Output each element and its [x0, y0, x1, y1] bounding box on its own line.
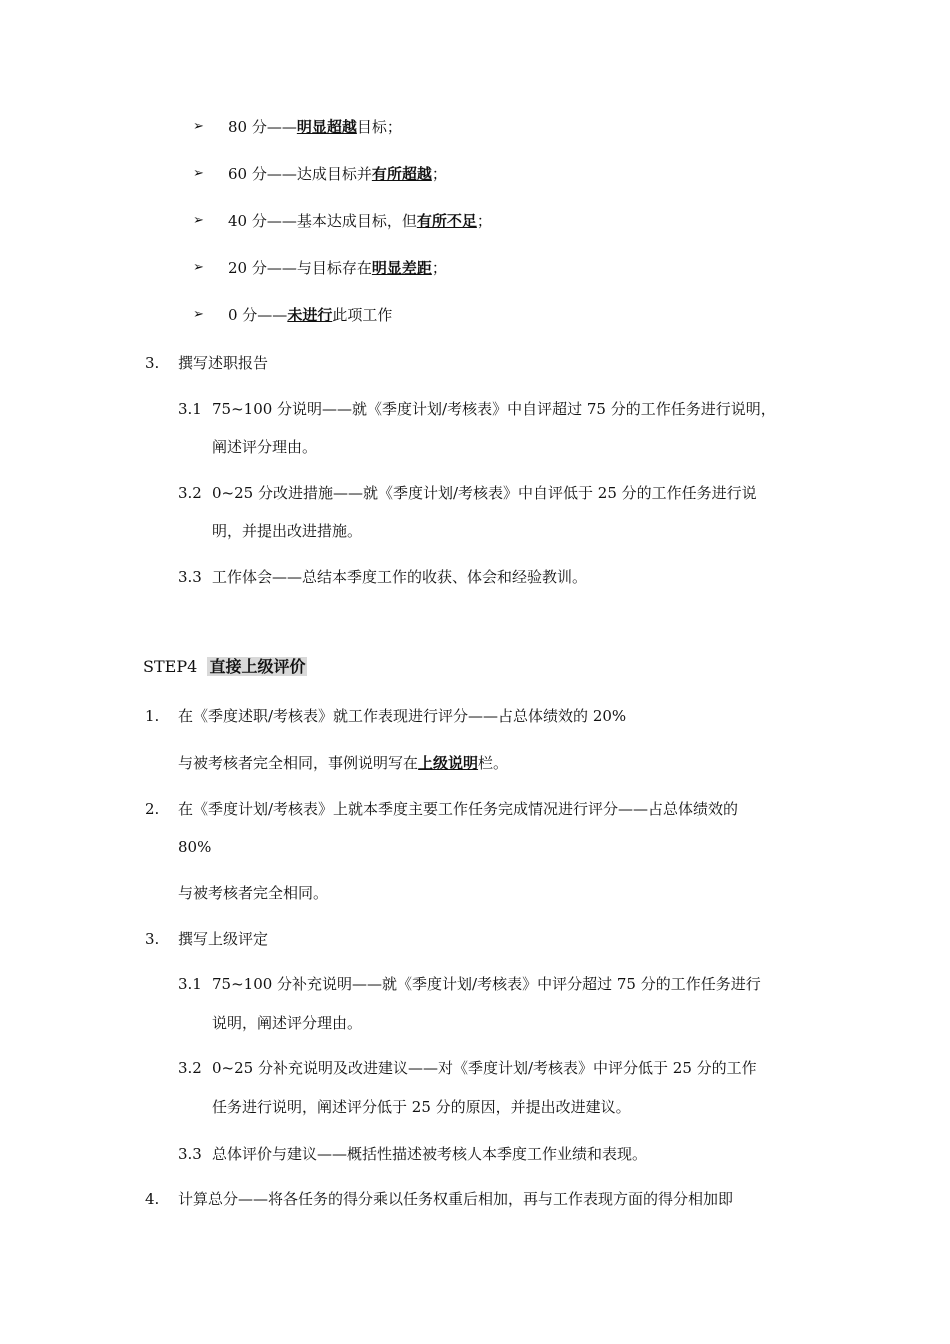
- arrow-bullet-icon: ➢: [193, 166, 204, 181]
- sub-number: 3.3: [178, 568, 202, 586]
- step-label: STEP4: [143, 657, 198, 676]
- arrow-bullet-icon: ➢: [193, 213, 204, 228]
- sub-number: 3.2: [178, 484, 202, 502]
- arrow-bullet-icon: ➢: [193, 307, 204, 322]
- sub-item-text: 总体评价与建议——概括性描述被考核人本季度工作业绩和表现。: [212, 1145, 648, 1163]
- sub-item-text: 0~25 分补充说明及改进建议——对《季度计划/考核表》中评分低于 25 分的工作: [212, 1059, 757, 1077]
- score-item: 60 分——达成目标并有所超越；: [228, 165, 447, 183]
- list-item-note: 与被考核者完全相同，事例说明写在上级说明栏。: [178, 754, 509, 772]
- sub-item-text: 0~25 分改进措施——就《季度计划/考核表》中自评低于 25 分的工作任务进行说: [212, 484, 757, 502]
- sub-number: 3.1: [178, 400, 202, 418]
- step-title: 直接上级评价: [209, 657, 306, 676]
- list-item-text: 计算总分——将各任务的得分乘以任务权重后相加，再与工作表现方面的得分相加即: [178, 1190, 734, 1208]
- sub-number: 3.2: [178, 1059, 202, 1077]
- section-heading: [143, 656, 307, 678]
- list-item-text: 在《季度计划/考核表》上就本季度主要工作任务完成情况进行评分——占总体绩效的: [178, 800, 739, 818]
- sub-number: 3.1: [178, 975, 202, 993]
- list-number: 1.: [145, 707, 160, 725]
- sub-item-text: 工作体会——总结本季度工作的收获、体会和经验教训。: [212, 568, 588, 586]
- list-item-title: 撰写述职报告: [178, 354, 269, 372]
- sub-item-text: 说明，阐述评分理由。: [212, 1014, 363, 1032]
- sub-item-text: 75~100 分说明——就《季度计划/考核表》中自评超过 75 分的工作任务进行说明，: [212, 400, 776, 418]
- sub-item-text: 75~100 分补充说明——就《季度计划/考核表》中评分超过 75 分的工作任务进行: [212, 975, 761, 993]
- list-item-text: 在《季度述职/考核表》就工作表现进行评分——占总体绩效的 20%: [178, 707, 627, 725]
- sub-item-text: 阐述评分理由。: [212, 438, 318, 456]
- list-item-text: 80%: [178, 838, 212, 856]
- list-item-note: 与被考核者完全相同。: [178, 884, 329, 902]
- score-item: 20 分——与目标存在明显差距；: [228, 259, 447, 277]
- list-number: 3.: [145, 930, 160, 948]
- list-number: 4.: [145, 1190, 160, 1208]
- sub-item-text: 任务进行说明，阐述评分低于 25 分的原因，并提出改进建议。: [212, 1098, 631, 1116]
- sub-item-text: 明，并提出改进措施。: [212, 522, 363, 540]
- sub-number: 3.3: [178, 1145, 202, 1163]
- score-item: 80 分——明显超越目标；: [228, 118, 402, 136]
- arrow-bullet-icon: ➢: [193, 119, 204, 134]
- arrow-bullet-icon: ➢: [193, 260, 204, 275]
- score-item: 0 分——未进行此项工作: [228, 306, 393, 324]
- score-item: 40 分——基本达成目标，但有所不足；: [228, 212, 492, 230]
- list-number: 3.: [145, 354, 160, 372]
- list-number: 2.: [145, 800, 160, 818]
- list-item-title: 撰写上级评定: [178, 930, 269, 948]
